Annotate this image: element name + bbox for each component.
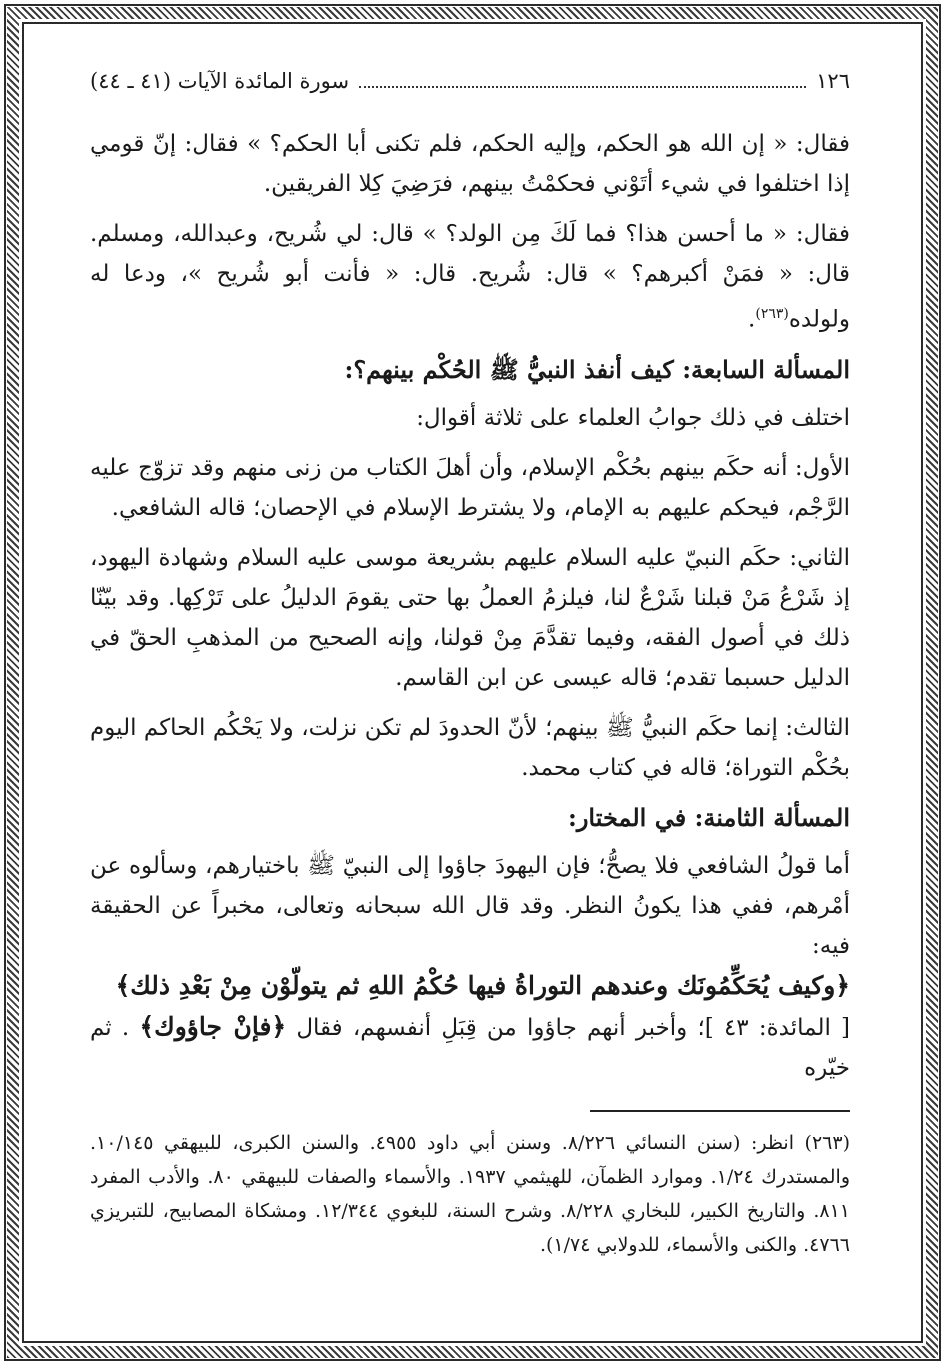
- paragraph-8-text-b: . ثم خيّره: [90, 1014, 850, 1081]
- section-heading-8: المسألة الثامنة: في المختار:: [567, 802, 850, 832]
- footnote-263: (٢٦٣) انظر: (سنن النسائي ٨/٢٢٦. وسنن أبي داود ٤٩٥٥. والسنن الكبرى، للبيهقي ١٠/١٤٥. والمستدرك ١/٢٤. وموارد الظمآن، للهيثمي ١٩٣٧. والأسماء والصفات للبيهقي ٨٠. والأدب المفرد ٨١١. والتاريخ الكبير، للبخاري ٨/٢٢٨. وشرح السنة، للبغوي ١٢/٣٤٤. ومشكاة المصابيح، للتبريزي ٤٧٦٦. والكنى والأسماء، للدولابي ١/٧٤).: [90, 1131, 851, 1256]
- paragraph-3: اختلف في ذلك جوابُ العلماء على ثلاثة أقوال:: [416, 404, 850, 431]
- running-title: سورة المائدة الآيات (٤١ ـ ٤٤): [90, 69, 350, 93]
- page-body: [90, 124, 850, 1088]
- paragraph-5: الثاني: حكَم النبيّ عليه السلام عليهم بشريعة موسى عليه السلام وشهادة اليهود، إذ شَرْعُ مَنْ قبلنا شَرْعٌ لنا، فيلزمُ العملُ بها حتى يقومَ الدليلُ على تَرْكِها. وقد بيّنّا ذلك في أصول الفقه، وفيما تقدَّمَ مِنْ قولنا، وإنه الصحيح من المذهبِ الحقّ في الدليل حسبما تقدم؛ قاله عيسى عن ابن القاسم.: [90, 544, 850, 691]
- paragraph-2: فقال: « ما أحسن هذا؟ فما لَكَ مِن الولد؟ » قال: لي شُريح، وعبدالله، ومسلم. قال: « فمَنْ أكبرهم؟ » قال: شُريح. قال: « فأنت أبو شُريح »، ودعا له ولولده$^{(٢٦٣)}$.: [90, 221, 850, 333]
- paragraph-8-text-a: [ المائدة: ٤٣ ]؛ وأخبر أنهم جاؤوا من قِبَلِ أنفسهم، فقال: [296, 1014, 851, 1041]
- footnote-marker: (٢٦٣): [755, 306, 789, 322]
- paragraph-7-text: أما قولُ الشافعي فلا يصحُّ؛ فإن اليهودَ جاؤوا إلى النبيّ ﷺ باختيارهم، وسألوه عن أمْرهم، ففي هذا يكونُ النظر. وقد قال الله سبحانه وتعالى، مخبراً عن الحقيقة فيه:: [90, 852, 850, 959]
- quran-verse-1: ﴿وكيف يُحَكِّمُونَك وعندهم التوراةُ فيها حُكْمُ اللهِ ثم يتولّوْن مِنْ بَعْدِ ذلك﴾: [115, 970, 850, 1000]
- paragraph-7: [90, 846, 850, 1088]
- paragraph-2-text: فقال: « ما أحسن هذا؟ فما لَكَ مِن الولد؟ » قال: لي شُريح، وعبدالله، ومسلم. قال: « فمَنْ أكبرهم؟ » قال: شُريح. قال: « فأنت أبو شُريح »، ودعا له ولولده: [90, 221, 850, 333]
- quran-verse-2: ﴿فإنْ جاؤوك﴾: [139, 1011, 287, 1041]
- footnote-separator: [590, 1110, 850, 1112]
- book-page: [90, 60, 850, 1262]
- header-dotted-leader: [359, 60, 806, 88]
- paragraph-4: الأول: أنه حكَم بينهم بحُكْم الإسلام، وأن أهلَ الكتاب من زنى منهم وقد تزوّج عليه الرَّجْم، فيحكم عليهم به الإمام، ولا يشترط الإسلام في الإحصان؛ قاله الشافعي.: [90, 454, 850, 521]
- section-heading-7: المسألة السابعة: كيف أنفذ النبيُّ ﷺ الحُكْم بينهم؟:: [344, 354, 850, 384]
- page-header: [90, 60, 850, 100]
- page-number: ١٢٦: [816, 69, 850, 93]
- paragraph-6: الثالث: إنما حكَم النبيُّ ﷺ بينهم؛ لأنّ الحدودَ لم تكن نزلت، ولا يَحْكُم الحاكم اليوم بحُكْم التوراة؛ قاله في كتاب محمد.: [90, 714, 850, 781]
- paragraph-1: فقال: « إن الله هو الحكم، وإليه الحكم، فلم تكنى أبا الحكم؟ » فقال: إنّ قومي إذا اختلفوا في شيء أتَوْني فحكمْتُ بينهم، فرَضِيَ كِلا الفريقين.: [90, 131, 850, 197]
